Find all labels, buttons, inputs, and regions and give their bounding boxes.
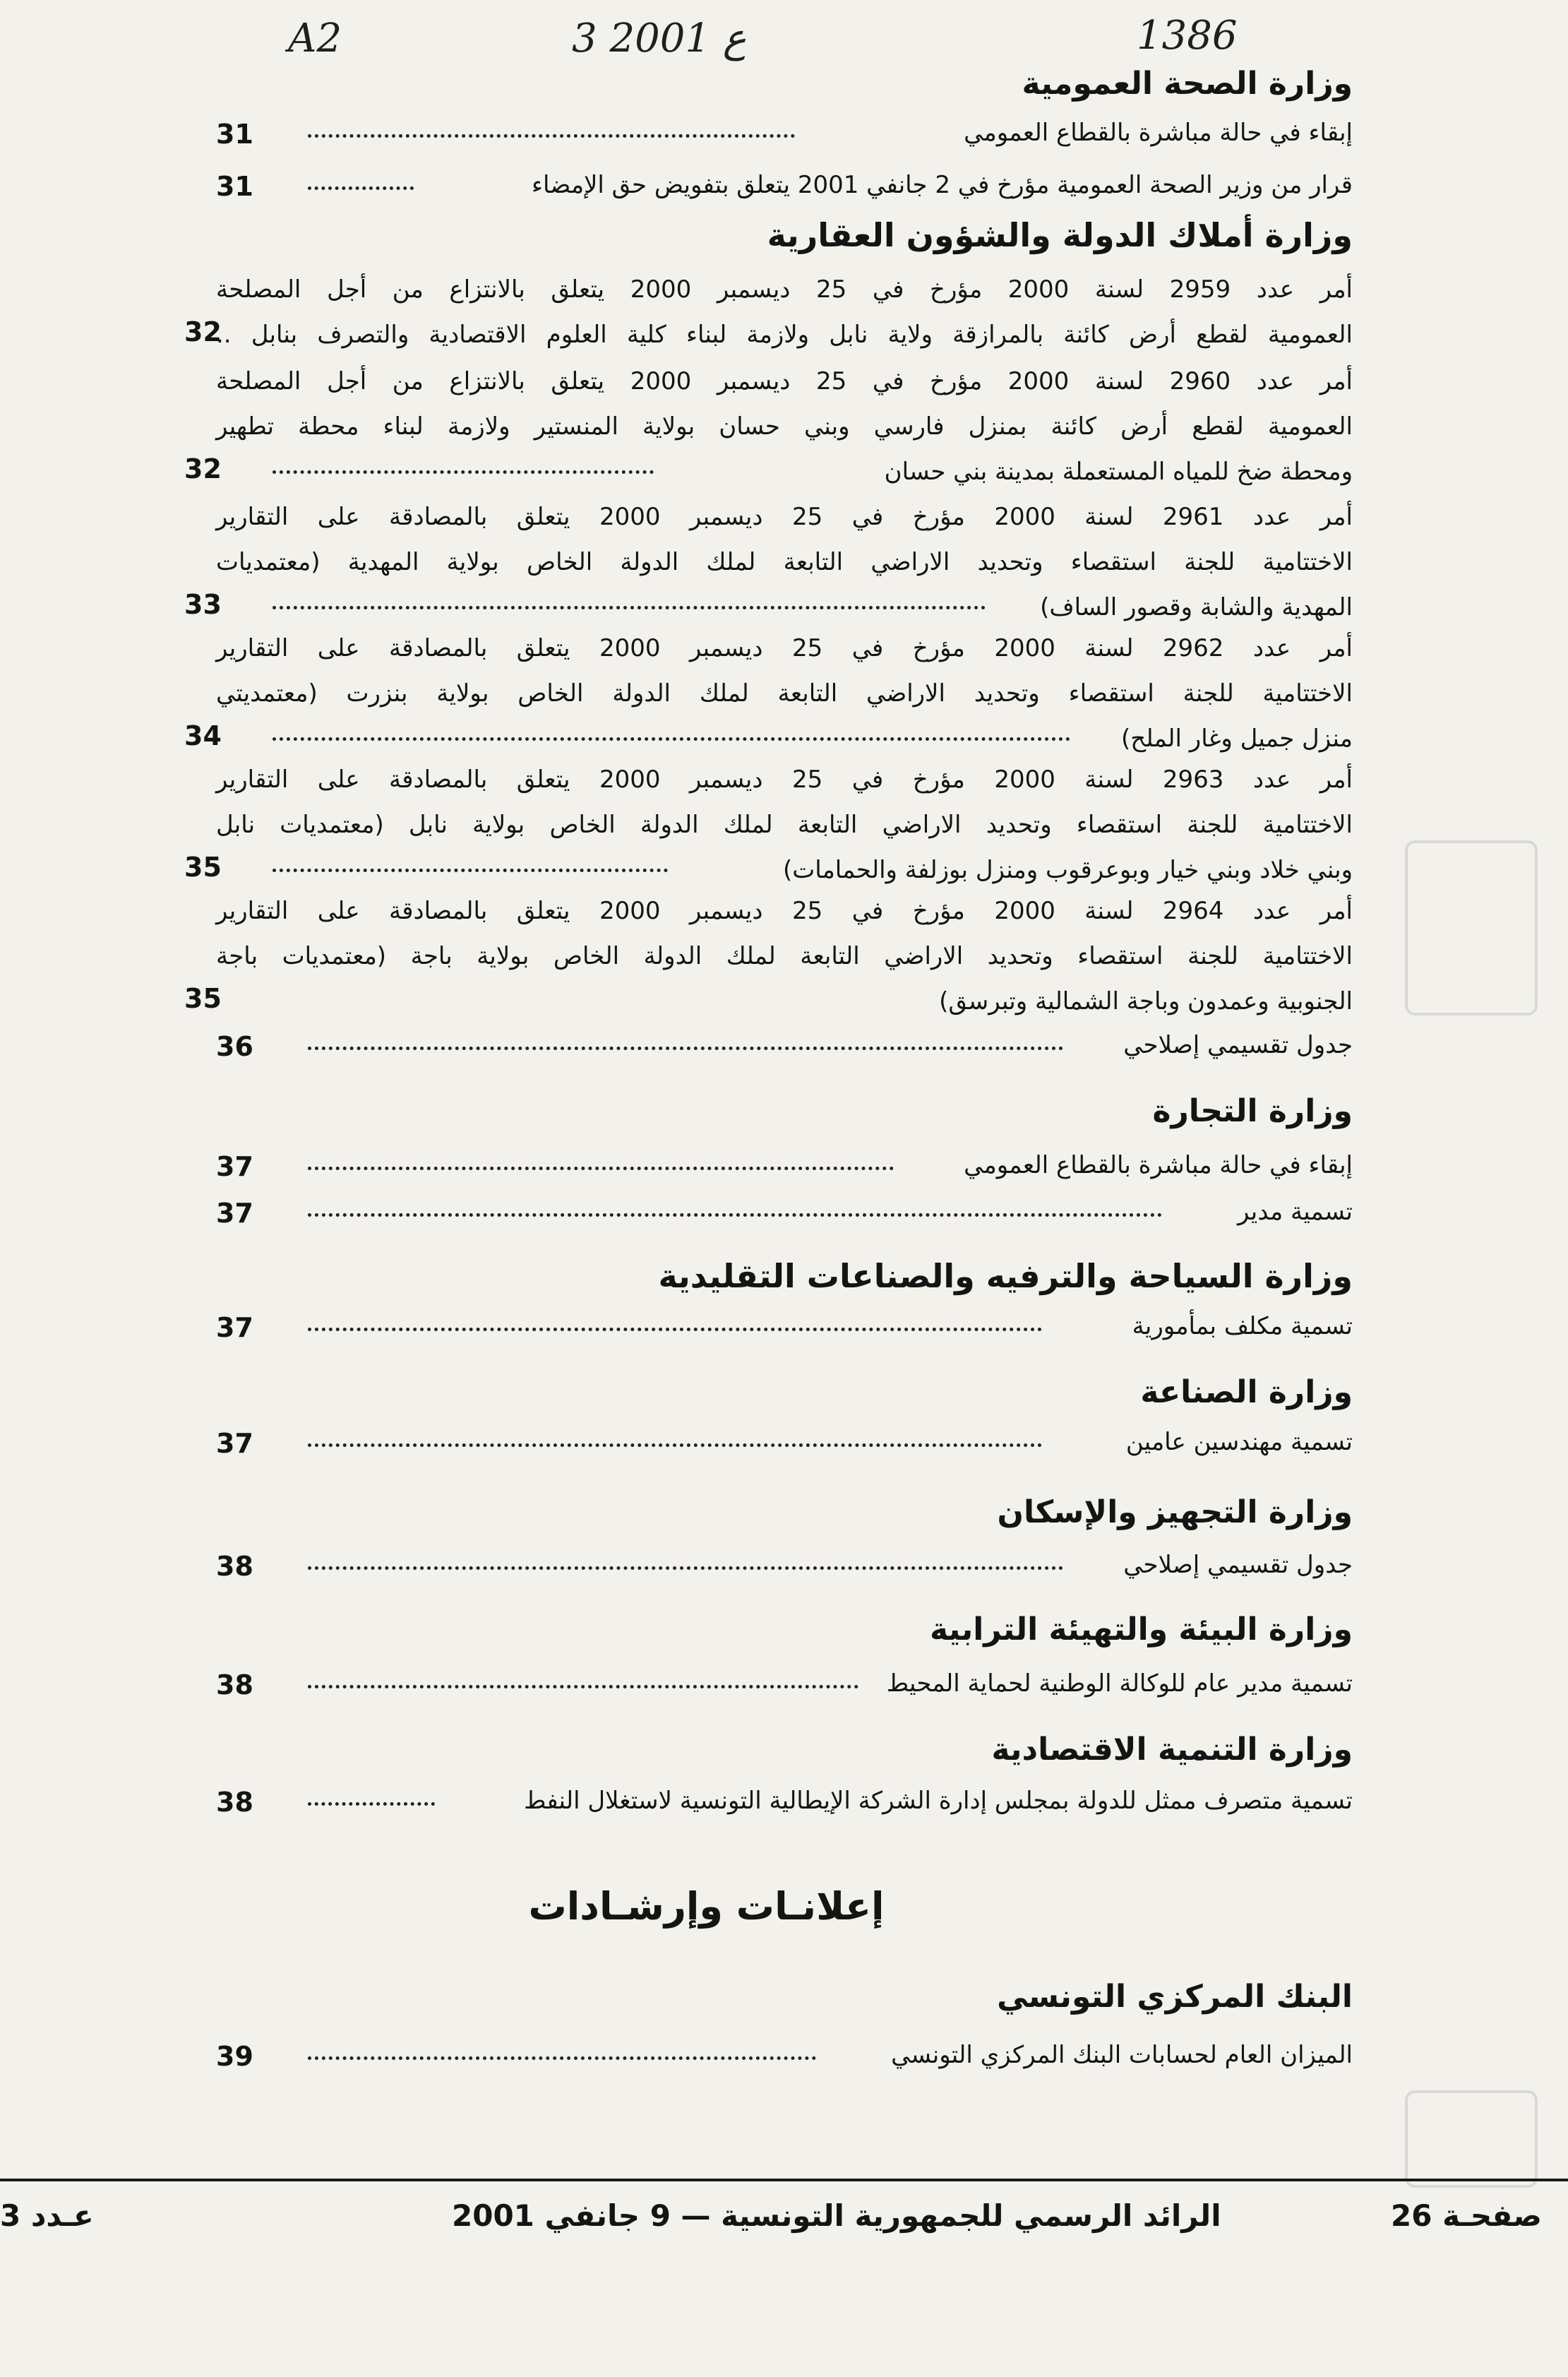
dot-leader — [308, 1213, 1162, 1217]
toc-line: العمومية لقطع أرض كائنة بمنزل فارسي وبني حسان بولاية المنستير ولازمة لبناء محطة تطهير — [216, 412, 1353, 441]
central-bank-heading: البنك المركزي التونسي — [997, 1979, 1353, 2015]
page-number: 37 — [216, 1198, 253, 1229]
page-number: 32 — [184, 453, 222, 484]
page-number: 34 — [184, 720, 222, 751]
footer-issue-number: عـدد 3 — [0, 2198, 94, 2233]
announcements-heading: إعلانـات وإرشـادات — [528, 1884, 885, 1929]
toc-paragraph[interactable] — [184, 888, 1353, 1024]
ministry-health-heading: وزارة الصحة العمومية — [1022, 66, 1353, 102]
handwritten-code: 1386 — [1137, 13, 1238, 59]
toc-line — [216, 585, 1353, 630]
toc-line-text: العمومية لقطع أرض كائنة بالمرازقة ولاية نابل ولازمة لبناء كلية العلوم الاقتصادية والتصرف بنابل .. — [216, 321, 1353, 349]
footer-rule — [0, 2179, 1568, 2181]
toc-entry[interactable] — [216, 1151, 1353, 1193]
page-number: 31 — [216, 171, 253, 202]
ministry-state-property-heading: وزارة أملاك الدولة والشؤون العقارية — [767, 216, 1353, 254]
toc-entry[interactable] — [216, 1312, 1353, 1354]
toc-line: الاختتامية للجنة استقصاء وتحديد الاراضي التابعة لملك الدولة الخاص بولاية باجة (معتمديات باجة — [216, 942, 1353, 970]
bleed-through-frame — [1405, 840, 1538, 1015]
dot-leader — [308, 1443, 1042, 1447]
toc-line: الاختتامية للجنة استقصاء وتحديد الاراضي التابعة لملك الدولة الخاص بولاية نابل (معتمديات نابل — [216, 811, 1353, 839]
toc-entry[interactable] — [216, 1198, 1353, 1240]
ministry-tourism-heading: وزارة السياحة والترفيه والصناعات التقليدية — [658, 1257, 1353, 1295]
toc-line — [216, 847, 1353, 893]
handwritten-a2: A2 — [288, 16, 342, 61]
toc-entry[interactable] — [216, 1031, 1353, 1073]
toc-paragraph[interactable] — [184, 359, 1353, 494]
toc-line: الاختتامية للجنة استقصاء وتحديد الاراضي التابعة لملك الدولة الخاص بولاية بنزرت (معتمديتي — [216, 679, 1353, 708]
toc-entry-text: تسمية مهندسين عامين — [1125, 1428, 1353, 1456]
toc-entry[interactable] — [216, 171, 1353, 213]
handwritten-date: 3 ع 2001 — [572, 16, 747, 61]
dot-leader — [273, 737, 1070, 741]
toc-line — [216, 449, 1353, 494]
toc-line-text: منزل جميل وغار الملح) — [1121, 725, 1353, 753]
toc-entry-text: الميزان العام لحسابات البنك المركزي التونسي — [891, 2041, 1353, 2069]
dot-leader — [308, 134, 795, 138]
toc-entry-text: تسمية مدير — [1237, 1198, 1353, 1226]
toc-entry[interactable] — [216, 1551, 1353, 1593]
toc-line — [216, 979, 1353, 1024]
toc-entry-text: تسمية مكلف بمأمورية — [1132, 1312, 1353, 1340]
toc-line: أمر عدد 2964 لسنة 2000 مؤرخ في 25 ديسمبر 2000 يتعلق بالمصادقة على التقارير — [216, 897, 1353, 925]
toc-paragraph[interactable] — [184, 494, 1353, 630]
toc-entry-text: تسمية متصرف ممثل للدولة بمجلس إدارة الشركة الإيطالية التونسية لاستغلال النفط — [524, 1787, 1353, 1815]
toc-line — [216, 312, 1353, 357]
ministry-environment-heading: وزارة البيئة والتهيئة الترابية — [930, 1612, 1353, 1648]
toc-entry-text: تسمية مدير عام للوكالة الوطنية لحماية المحيط — [886, 1669, 1353, 1698]
dot-leader — [273, 606, 986, 609]
footer-journal-title: الرائد الرسمي للجمهورية التونسية — 9 جانفي 2001 — [452, 2198, 1221, 2233]
page-number: 37 — [216, 1428, 253, 1459]
dot-leader — [273, 869, 668, 872]
bleed-through-frame — [1405, 2090, 1538, 2188]
toc-entry[interactable] — [216, 1428, 1353, 1470]
dot-leader — [308, 1047, 1063, 1050]
ministry-industry-heading: وزارة الصناعة — [1140, 1374, 1353, 1410]
toc-entry[interactable] — [216, 119, 1353, 161]
dot-leader — [308, 1328, 1042, 1331]
dot-leader — [308, 1802, 435, 1806]
toc-line-text: وبني خلاد وبني خيار وبوعرقوب ومنزل بوزلفة والحمامات) — [782, 856, 1353, 884]
dot-leader — [308, 2056, 816, 2060]
toc-entry-text: إبقاء في حالة مباشرة بالقطاع العمومي — [964, 119, 1353, 147]
toc-line — [216, 716, 1353, 761]
toc-entry[interactable] — [216, 2041, 1353, 2083]
toc-paragraph[interactable] — [184, 267, 1353, 357]
dot-leader — [308, 1566, 1063, 1570]
dot-leader — [308, 1685, 858, 1688]
page-number: 38 — [216, 1551, 253, 1582]
toc-entry-text: جدول تقسيمي إصلاحي — [1123, 1031, 1353, 1059]
page-number: 35 — [184, 983, 222, 1014]
page-number: 36 — [216, 1031, 253, 1062]
page-number: 35 — [184, 852, 222, 883]
toc-line: أمر عدد 2960 لسنة 2000 مؤرخ في 25 ديسمبر 2000 يتعلق بالانتزاع من أجل المصلحة — [216, 367, 1353, 395]
ministry-equipment-heading: وزارة التجهيز والإسكان — [997, 1494, 1353, 1530]
toc-line-text: الجنوبية وعمدون وباجة الشمالية وتبرسق) — [939, 987, 1353, 1015]
dot-leader — [308, 186, 414, 190]
ministry-commerce-heading: وزارة التجارة — [1152, 1093, 1353, 1129]
toc-entry-text: إبقاء في حالة مباشرة بالقطاع العمومي — [964, 1151, 1353, 1179]
toc-entry[interactable] — [216, 1669, 1353, 1712]
page-number: 39 — [216, 2041, 253, 2072]
toc-line-text: المهدية والشابة وقصور الساف) — [1040, 593, 1353, 621]
toc-line-text: ومحطة ضخ للمياه المستعملة بمدينة بني حسان — [884, 458, 1353, 486]
toc-line: أمر عدد 2961 لسنة 2000 مؤرخ في 25 ديسمبر 2000 يتعلق بالمصادقة على التقارير — [216, 503, 1353, 531]
footer-page-label: صفحـة 26 — [1391, 2198, 1542, 2233]
page-number: 31 — [216, 119, 253, 150]
toc-entry-text: قرار من وزير الصحة العمومية مؤرخ في 2 جانفي 2001 يتعلق بتفويض حق الإمضاء — [531, 171, 1353, 199]
page-number: 37 — [216, 1312, 253, 1343]
page-number: 38 — [216, 1787, 253, 1818]
page-number: 37 — [216, 1151, 253, 1182]
dot-leader — [273, 470, 654, 474]
toc-paragraph[interactable] — [184, 757, 1353, 893]
toc-entry[interactable] — [216, 1787, 1353, 1829]
page-number: 32 — [184, 316, 222, 347]
toc-line: أمر عدد 2963 لسنة 2000 مؤرخ في 25 ديسمبر 2000 يتعلق بالمصادقة على التقارير — [216, 765, 1353, 794]
toc-line: أمر عدد 2959 لسنة 2000 مؤرخ في 25 ديسمبر 2000 يتعلق بالانتزاع من أجل المصلحة — [216, 275, 1353, 304]
page-number: 38 — [216, 1669, 253, 1700]
toc-paragraph[interactable] — [184, 626, 1353, 761]
toc-entry-text: جدول تقسيمي إصلاحي — [1123, 1551, 1353, 1579]
page-number: 33 — [184, 589, 222, 620]
toc-line: أمر عدد 2962 لسنة 2000 مؤرخ في 25 ديسمبر 2000 يتعلق بالمصادقة على التقارير — [216, 634, 1353, 662]
ministry-economic-development-heading: وزارة التنمية الاقتصادية — [991, 1732, 1353, 1768]
toc-line: الاختتامية للجنة استقصاء وتحديد الاراضي التابعة لملك الدولة الخاص بولاية المهدية (معتمديات — [216, 548, 1353, 576]
dot-leader — [308, 1167, 894, 1170]
